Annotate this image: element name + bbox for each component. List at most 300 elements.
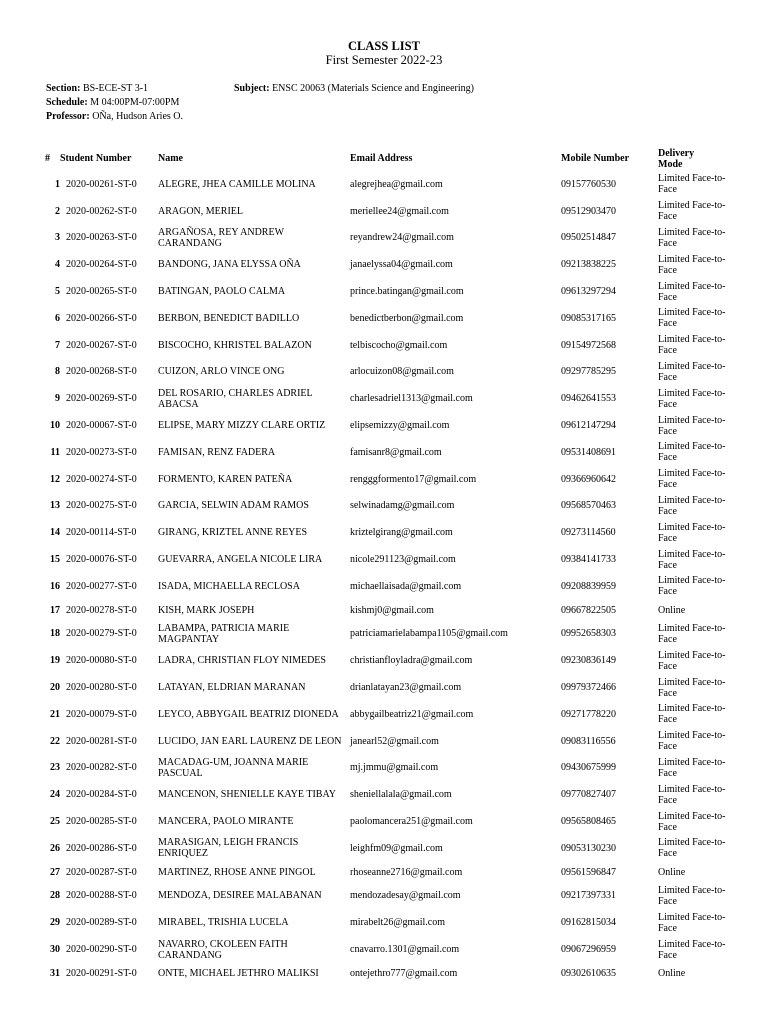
- section-info: [46, 83, 148, 94]
- row-number: [38, 332, 60, 359]
- delivery-mode-cell: [658, 647, 738, 674]
- delivery-mode-cell-text: Limited Face-to-Face: [658, 911, 726, 934]
- mobile-cell: [561, 251, 658, 278]
- student-number-cell: [60, 412, 158, 439]
- email-cell: [350, 439, 561, 466]
- table-row: [38, 439, 738, 466]
- student-name-cell-text: BANDONG, JANA ELYSSA OÑA: [158, 259, 301, 271]
- mobile-cell-text: 09366960642: [561, 473, 616, 485]
- delivery-mode-cell-text: Limited Face-to-Face: [658, 441, 726, 464]
- mobile-cell-text: 09273114560: [561, 527, 616, 539]
- email-cell-text: rengggformento17@gmail.com: [350, 473, 477, 485]
- mobile-cell: [561, 385, 658, 412]
- student-number-cell-text: 2020-00274-ST-0: [66, 473, 137, 485]
- table-row: [38, 728, 738, 755]
- mobile-cell-text: 09217397331: [561, 890, 616, 902]
- student-name-cell-text: ARGAÑOSA, REY ANDREW CARANDANG: [158, 226, 284, 249]
- delivery-mode-cell-text: Limited Face-to-Face: [658, 253, 726, 276]
- student-number-cell: [60, 781, 158, 808]
- mobile-cell: [561, 332, 658, 359]
- header-delivery-mode: Delivery Mode: [658, 148, 695, 170]
- mobile-cell: [561, 305, 658, 332]
- email-cell: [350, 546, 561, 573]
- table-row: [38, 466, 738, 493]
- row-number: [38, 439, 60, 466]
- table-row: [38, 862, 738, 883]
- row-number: [38, 305, 60, 332]
- subject-value: ENSC 20063 (Materials Science and Engineering): [272, 83, 474, 94]
- student-number-cell-text: 2020-00288-ST-0: [66, 890, 137, 902]
- mobile-cell-text: 09531408691: [561, 446, 616, 458]
- email-cell-text: abbygailbeatriz21@gmail.com: [350, 708, 474, 720]
- student-number-cell: [60, 909, 158, 936]
- row-number-text: 15: [50, 554, 60, 566]
- delivery-mode-cell-text: Limited Face-to-Face: [658, 730, 726, 753]
- student-name-cell-text: MACADAG-UM, JOANNA MARIE PASCUAL: [158, 756, 309, 779]
- student-number-cell-text: 2020-00277-ST-0: [66, 580, 137, 592]
- student-number-cell-text: 2020-00268-ST-0: [66, 366, 137, 378]
- row-number-text: 13: [50, 500, 60, 512]
- student-number-cell-text: 2020-00278-ST-0: [66, 604, 137, 616]
- delivery-mode-cell-text: Limited Face-to-Face: [658, 334, 726, 357]
- email-cell-text: mj.jmmu@gmail.com: [350, 762, 439, 774]
- student-number-cell-text: 2020-00280-ST-0: [66, 682, 137, 694]
- student-number-cell: [60, 278, 158, 305]
- email-cell: [350, 519, 561, 546]
- row-number-text: 16: [50, 580, 60, 592]
- mobile-cell: [561, 909, 658, 936]
- email-cell: [350, 251, 561, 278]
- delivery-mode-cell: [658, 808, 738, 835]
- delivery-mode-cell-text: Limited Face-to-Face: [658, 226, 726, 249]
- student-name-cell: [158, 251, 350, 278]
- row-number: [38, 755, 60, 782]
- student-name-cell: [158, 963, 350, 984]
- mobile-cell-text: 09979372466: [561, 682, 616, 694]
- row-number: [38, 621, 60, 648]
- email-cell: [350, 385, 561, 412]
- delivery-mode-cell-text: Limited Face-to-Face: [658, 810, 726, 833]
- row-number-text: 23: [50, 762, 60, 774]
- email-cell-text: cnavarro.1301@gmail.com: [350, 944, 460, 955]
- table-row: [38, 701, 738, 728]
- email-cell-text: michaellaisada@gmail.com: [350, 580, 462, 592]
- email-cell-text: drianlatayan23@gmail.com: [350, 682, 462, 694]
- row-number: [38, 808, 60, 835]
- student-number-cell-text: 2020-00080-ST-0: [66, 655, 137, 667]
- student-number-cell: [60, 305, 158, 332]
- email-cell: [350, 728, 561, 755]
- row-number-text: 18: [50, 628, 60, 640]
- delivery-mode-cell-text: Online: [658, 866, 686, 878]
- mobile-cell: [561, 808, 658, 835]
- delivery-mode-cell-text: Limited Face-to-Face: [658, 837, 726, 860]
- delivery-mode-cell: [658, 835, 738, 862]
- row-number-text: 11: [50, 446, 60, 458]
- student-name-cell-text: ELIPSE, MARY MIZZY CLARE ORTIZ: [158, 420, 326, 432]
- student-number-cell: [60, 674, 158, 701]
- schedule-value: M 04:00PM-07:00PM: [90, 97, 180, 108]
- class-list-table: [38, 171, 738, 984]
- student-number-cell: [60, 621, 158, 648]
- header-student-number: Student Number: [60, 153, 132, 164]
- student-name-cell: [158, 862, 350, 883]
- table-row: [38, 781, 738, 808]
- delivery-mode-cell: [658, 963, 738, 984]
- mobile-cell: [561, 600, 658, 621]
- schedule-info: [46, 97, 179, 108]
- mobile-cell-text: 09502514847: [561, 232, 616, 244]
- row-number: [38, 251, 60, 278]
- mobile-cell-text: 09085317165: [561, 312, 616, 324]
- row-number: [38, 781, 60, 808]
- email-cell: [350, 621, 561, 648]
- table-row: [38, 963, 738, 984]
- email-cell: [350, 359, 561, 386]
- student-number-cell-text: 2020-00284-ST-0: [66, 789, 137, 801]
- table-row: [38, 835, 738, 862]
- row-number: [38, 171, 60, 198]
- student-name-cell: [158, 332, 350, 359]
- student-number-cell-text: 2020-00262-ST-0: [66, 205, 137, 217]
- row-number-text: 9: [55, 393, 60, 405]
- row-number: [38, 493, 60, 520]
- student-number-cell-text: 2020-00114-ST-0: [66, 527, 137, 539]
- table-row: [38, 573, 738, 600]
- email-cell-text: alegrejhea@gmail.com: [350, 178, 443, 190]
- delivery-mode-cell: [658, 728, 738, 755]
- email-cell-text: christianfloyladra@gmail.com: [350, 655, 473, 667]
- student-name-cell: [158, 278, 350, 305]
- mobile-cell-text: 09154972568: [561, 339, 616, 351]
- mobile-cell-text: 09083116556: [561, 735, 616, 747]
- email-cell: [350, 466, 561, 493]
- mobile-cell-text: 09512903470: [561, 205, 616, 217]
- mobile-cell: [561, 278, 658, 305]
- student-number-cell: [60, 225, 158, 252]
- mobile-cell: [561, 963, 658, 984]
- mobile-cell: [561, 439, 658, 466]
- email-cell-text: reyandrew24@gmail.com: [350, 232, 454, 244]
- email-cell: [350, 936, 561, 963]
- email-cell-text: janaelyssa04@gmail.com: [350, 259, 453, 271]
- row-number-text: 22: [50, 735, 60, 747]
- mobile-cell-text: 09162815034: [561, 917, 616, 929]
- delivery-mode-cell: [658, 546, 738, 573]
- student-number-cell: [60, 171, 158, 198]
- row-number-text: 7: [55, 339, 60, 351]
- email-cell: [350, 835, 561, 862]
- student-number-cell-text: 2020-00286-ST-0: [66, 842, 137, 854]
- mobile-cell: [561, 728, 658, 755]
- mobile-cell: [561, 701, 658, 728]
- student-name-cell: [158, 835, 350, 862]
- student-name-cell-text: ARAGON, MERIEL: [158, 205, 243, 217]
- student-name-cell-text: BISCOCHO, KHRISTEL BALAZON: [158, 339, 312, 351]
- student-number-cell-text: 2020-00275-ST-0: [66, 500, 137, 512]
- email-cell-text: selwinadamg@gmail.com: [350, 500, 455, 512]
- student-name-cell: [158, 621, 350, 648]
- student-name-cell-text: ALEGRE, JHEA CAMILLE MOLINA: [158, 178, 316, 190]
- student-number-cell: [60, 755, 158, 782]
- subject-label: Subject:: [234, 83, 270, 94]
- mobile-cell-text: 09952658303: [561, 628, 616, 640]
- delivery-mode-cell: [658, 385, 738, 412]
- row-number: [38, 728, 60, 755]
- row-number: [38, 546, 60, 573]
- email-cell: [350, 171, 561, 198]
- row-number-text: 14: [50, 527, 60, 539]
- mobile-cell: [561, 466, 658, 493]
- student-number-cell: [60, 519, 158, 546]
- mobile-cell: [561, 171, 658, 198]
- mobile-cell: [561, 198, 658, 225]
- student-number-cell: [60, 963, 158, 984]
- row-number: [38, 883, 60, 910]
- mobile-cell: [561, 225, 658, 252]
- mobile-cell: [561, 883, 658, 910]
- delivery-mode-cell: [658, 781, 738, 808]
- row-number: [38, 701, 60, 728]
- row-number-text: 30: [50, 944, 60, 955]
- email-cell: [350, 600, 561, 621]
- student-name-cell: [158, 936, 350, 963]
- student-number-cell-text: 2020-00269-ST-0: [66, 393, 137, 405]
- row-number: [38, 835, 60, 862]
- mobile-cell: [561, 519, 658, 546]
- student-number-cell-text: 2020-00279-ST-0: [66, 628, 137, 640]
- table-row: [38, 519, 738, 546]
- mobile-cell-text: 09230836149: [561, 655, 616, 667]
- student-number-cell: [60, 808, 158, 835]
- email-cell-text: kriztelgirang@gmail.com: [350, 527, 453, 539]
- table-row: [38, 412, 738, 439]
- header-num: #: [45, 153, 50, 164]
- student-name-cell: [158, 225, 350, 252]
- table-row: [38, 936, 738, 963]
- table-row: [38, 332, 738, 359]
- professor-value: OÑa, Hudson Aries O.: [92, 111, 184, 122]
- student-name-cell-text: CUIZON, ARLO VINCE ONG: [158, 366, 285, 378]
- student-number-cell-text: 2020-00263-ST-0: [66, 232, 137, 244]
- delivery-mode-cell-text: Limited Face-to-Face: [658, 884, 726, 907]
- student-name-cell: [158, 808, 350, 835]
- email-cell-text: meriellee24@gmail.com: [350, 205, 449, 217]
- mobile-cell: [561, 647, 658, 674]
- mobile-cell: [561, 493, 658, 520]
- row-number: [38, 412, 60, 439]
- mobile-cell: [561, 862, 658, 883]
- student-number-cell: [60, 573, 158, 600]
- student-name-cell-text: LADRA, CHRISTIAN FLOY NIMEDES: [158, 655, 326, 667]
- mobile-cell: [561, 412, 658, 439]
- email-cell: [350, 862, 561, 883]
- email-cell-text: paolomancera251@gmail.com: [350, 816, 473, 828]
- student-name-cell: [158, 493, 350, 520]
- email-cell-text: nicole291123@gmail.com: [350, 554, 456, 566]
- row-number-text: 26: [50, 842, 60, 854]
- student-name-cell: [158, 305, 350, 332]
- student-name-cell-text: GARCIA, SELWIN ADAM RAMOS: [158, 500, 309, 512]
- mobile-cell-text: 09565808465: [561, 816, 616, 828]
- schedule-label: Schedule:: [46, 97, 88, 108]
- mobile-cell: [561, 674, 658, 701]
- email-cell: [350, 781, 561, 808]
- delivery-mode-cell-text: Online: [658, 604, 686, 616]
- mobile-cell: [561, 573, 658, 600]
- student-number-cell: [60, 385, 158, 412]
- student-number-cell-text: 2020-00291-ST-0: [66, 967, 137, 979]
- email-cell: [350, 305, 561, 332]
- table-row: [38, 305, 738, 332]
- delivery-mode-cell: [658, 701, 738, 728]
- delivery-mode-cell: [658, 862, 738, 883]
- student-number-cell-text: 2020-00076-ST-0: [66, 554, 137, 566]
- student-number-cell-text: 2020-00289-ST-0: [66, 917, 137, 929]
- row-number: [38, 385, 60, 412]
- email-cell: [350, 647, 561, 674]
- delivery-mode-cell: [658, 755, 738, 782]
- row-number-text: 21: [50, 708, 60, 720]
- row-number-text: 20: [50, 682, 60, 694]
- row-number-text: 1: [55, 178, 60, 190]
- row-number-text: 25: [50, 816, 60, 828]
- email-cell: [350, 883, 561, 910]
- student-number-cell: [60, 546, 158, 573]
- row-number: [38, 466, 60, 493]
- delivery-mode-cell: [658, 305, 738, 332]
- row-number-text: 24: [50, 789, 60, 801]
- student-number-cell: [60, 493, 158, 520]
- student-name-cell: [158, 546, 350, 573]
- row-number-text: 10: [50, 420, 60, 432]
- table-row: [38, 251, 738, 278]
- table-row: [38, 674, 738, 701]
- row-number: [38, 909, 60, 936]
- student-name-cell: [158, 519, 350, 546]
- email-cell-text: charlesadriel1313@gmail.com: [350, 393, 473, 405]
- delivery-mode-cell-text: Limited Face-to-Face: [658, 307, 726, 330]
- delivery-mode-cell: [658, 883, 738, 910]
- student-number-cell: [60, 198, 158, 225]
- table-row: [38, 621, 738, 648]
- table-row: [38, 225, 738, 252]
- email-cell: [350, 198, 561, 225]
- delivery-mode-cell-text: Limited Face-to-Face: [658, 387, 726, 410]
- student-number-cell-text: 2020-00267-ST-0: [66, 339, 137, 351]
- delivery-mode-cell: [658, 412, 738, 439]
- mobile-cell-text: 09667822505: [561, 604, 616, 616]
- student-number-cell-text: 2020-00285-ST-0: [66, 816, 137, 828]
- email-cell-text: patriciamarielabampa1105@gmail.com: [350, 628, 508, 640]
- row-number: [38, 573, 60, 600]
- student-name-cell-text: MIRABEL, TRISHIA LUCELA: [158, 917, 289, 929]
- email-cell: [350, 755, 561, 782]
- delivery-mode-cell: [658, 519, 738, 546]
- student-name-cell-text: DEL ROSARIO, CHARLES ADRIEL ABACSA: [158, 387, 313, 410]
- email-cell-text: telbiscocho@gmail.com: [350, 339, 448, 351]
- student-name-cell-text: NAVARRO, CKOLEEN FAITH CARANDANG: [158, 938, 288, 961]
- email-cell-text: janearl52@gmail.com: [350, 735, 439, 747]
- row-number-text: 2: [55, 205, 60, 217]
- table-row: [38, 198, 738, 225]
- mobile-cell-text: 09213838225: [561, 259, 616, 271]
- row-number-text: 12: [50, 473, 60, 485]
- student-name-cell-text: MANCENON, SHENIELLE KAYE TIBAY: [158, 789, 336, 801]
- email-cell: [350, 808, 561, 835]
- mobile-cell-text: 09770827407: [561, 789, 616, 801]
- delivery-mode-cell: [658, 225, 738, 252]
- table-row: [38, 808, 738, 835]
- delivery-mode-cell: [658, 493, 738, 520]
- student-name-cell-text: MARASIGAN, LEIGH FRANCIS ENRIQUEZ: [158, 837, 299, 860]
- student-number-cell: [60, 466, 158, 493]
- email-cell-text: famisanr8@gmail.com: [350, 446, 442, 458]
- student-name-cell: [158, 781, 350, 808]
- student-name-cell: [158, 728, 350, 755]
- section-label: Section:: [46, 83, 81, 94]
- email-cell: [350, 493, 561, 520]
- student-number-cell-text: 2020-00261-ST-0: [66, 178, 137, 190]
- delivery-mode-cell-text: Limited Face-to-Face: [658, 938, 726, 961]
- row-number-text: 8: [55, 366, 60, 378]
- delivery-mode-cell: [658, 909, 738, 936]
- student-name-cell-text: LUCIDO, JAN EARL LAURENZ DE LEON: [158, 735, 342, 747]
- student-number-cell: [60, 647, 158, 674]
- email-cell: [350, 701, 561, 728]
- delivery-mode-cell: [658, 621, 738, 648]
- mobile-cell-text: 09384141733: [561, 554, 616, 566]
- mobile-cell-text: 09271778220: [561, 708, 616, 720]
- email-cell: [350, 412, 561, 439]
- table-row: [38, 278, 738, 305]
- email-cell-text: elipsemizzy@gmail.com: [350, 420, 450, 432]
- student-number-cell: [60, 862, 158, 883]
- row-number: [38, 359, 60, 386]
- row-number-text: 5: [55, 286, 60, 298]
- email-cell-text: kishmj0@gmail.com: [350, 604, 434, 616]
- row-number-text: 27: [50, 866, 60, 878]
- student-name-cell: [158, 466, 350, 493]
- student-name-cell: [158, 883, 350, 910]
- delivery-mode-cell-text: Limited Face-to-Face: [658, 494, 726, 517]
- row-number-text: 31: [50, 967, 60, 979]
- student-number-cell: [60, 251, 158, 278]
- table-row: [38, 755, 738, 782]
- student-number-cell-text: 2020-00079-ST-0: [66, 708, 137, 720]
- mobile-cell: [561, 359, 658, 386]
- mobile-cell-text: 09568570463: [561, 500, 616, 512]
- student-name-cell-text: MANCERA, PAOLO MIRANTE: [158, 816, 294, 828]
- row-number: [38, 225, 60, 252]
- mobile-cell: [561, 835, 658, 862]
- delivery-mode-cell-text: Online: [658, 967, 686, 979]
- mobile-cell-text: 09157760530: [561, 178, 616, 190]
- row-number-text: 29: [50, 917, 60, 929]
- delivery-mode-cell-text: Limited Face-to-Face: [658, 756, 726, 779]
- student-name-cell-text: KISH, MARK JOSEPH: [158, 604, 255, 616]
- student-name-cell: [158, 755, 350, 782]
- student-name-cell-text: ONTE, MICHAEL JETHRO MALIKSI: [158, 967, 319, 979]
- email-cell: [350, 332, 561, 359]
- row-number: [38, 278, 60, 305]
- mobile-cell-text: 09613297294: [561, 286, 616, 298]
- student-number-cell: [60, 835, 158, 862]
- delivery-mode-cell: [658, 278, 738, 305]
- student-name-cell-text: MARTINEZ, RHOSE ANNE PINGOL: [158, 866, 316, 878]
- student-number-cell-text: 2020-00273-ST-0: [66, 446, 137, 458]
- row-number-text: 4: [55, 259, 60, 271]
